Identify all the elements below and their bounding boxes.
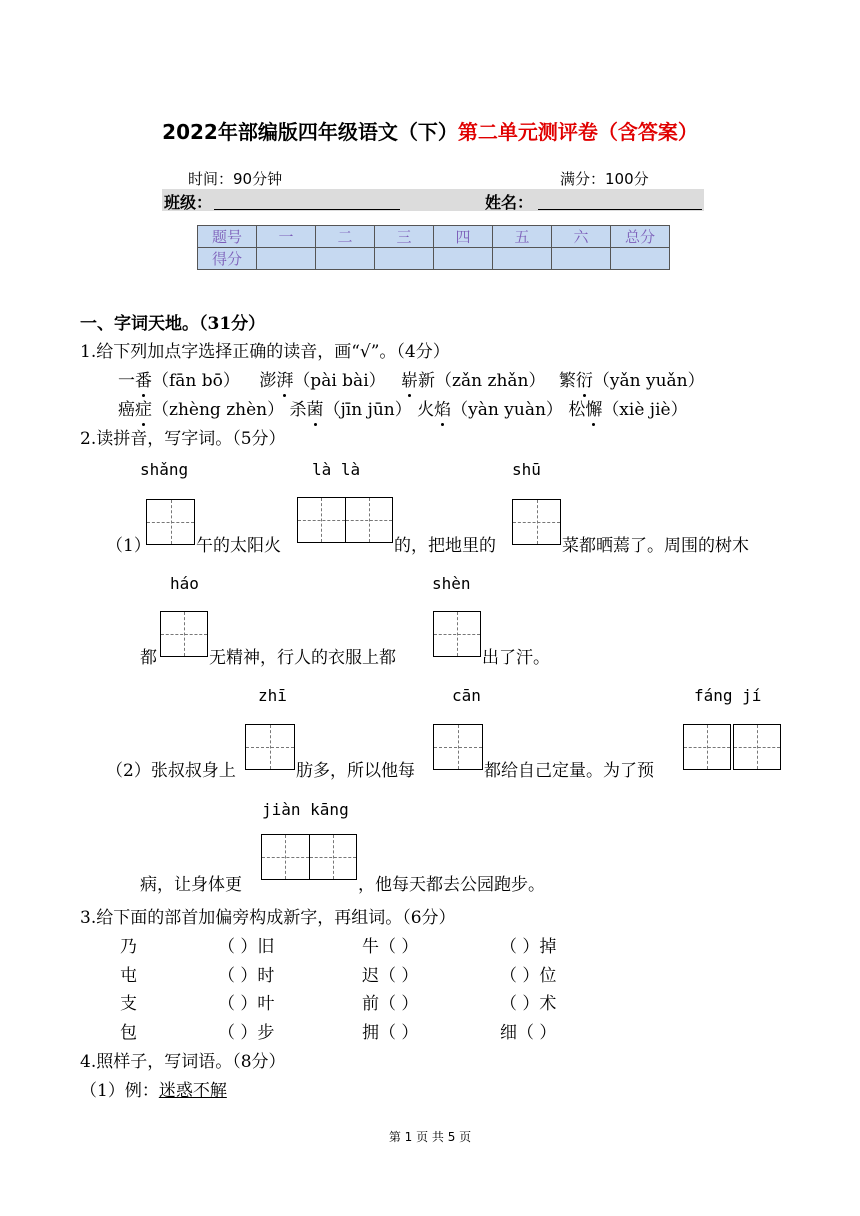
answer-box[interactable]: [245, 724, 295, 770]
title-highlight: 第二单元测评卷（含答案）: [457, 120, 698, 144]
score-cell[interactable]: [552, 248, 611, 270]
score-header-cell: 总分: [611, 226, 670, 248]
pinyin-label: shū: [512, 460, 541, 479]
score-table-header-row: [198, 226, 670, 248]
answer-box[interactable]: [733, 724, 781, 770]
q3-blank[interactable]: （ ）位: [500, 966, 557, 986]
q1-item-pre: 癌: [118, 400, 135, 420]
score-header-cell: 一: [257, 226, 316, 248]
score-cell[interactable]: [434, 248, 493, 270]
question-2-text: 2.读拼音，写字词。（5分）: [80, 429, 286, 449]
score-table: [197, 225, 670, 270]
sentence-text: 无精神，行人的衣服上都: [209, 648, 396, 668]
q1-dotted-char: 湃: [276, 371, 294, 391]
sentence-text: 的，把地里的: [394, 536, 496, 556]
answer-box[interactable]: [683, 724, 731, 770]
q1-item-pre: 一: [118, 371, 135, 391]
sentence-text: 菜都晒蔫了。周围的树木: [562, 536, 749, 556]
q3-blank[interactable]: （ ）术: [500, 994, 557, 1014]
sentence-text: ，他每天都去公园跑步。: [358, 875, 545, 895]
q1-options[interactable]: 新（zǎn zhǎn）: [418, 371, 546, 391]
q2-part2-prefix: （2）张叔叔身上: [106, 761, 236, 781]
q3-blank[interactable]: 牛（ ）: [362, 937, 419, 957]
q1-options[interactable]: （yàn yuàn）: [451, 400, 563, 420]
class-field[interactable]: [214, 191, 400, 210]
q1-item: [118, 371, 240, 391]
name-label: 姓名：: [485, 193, 534, 212]
q1-options[interactable]: （jīn jūn）: [323, 400, 412, 420]
q1-item-pre: 火: [417, 400, 435, 420]
q1-item-pre: 繁: [558, 371, 576, 391]
score-cell[interactable]: [493, 248, 552, 270]
pinyin-label: zhī: [258, 686, 287, 705]
q1-item: [568, 400, 687, 420]
q4-example-line: [80, 1076, 227, 1101]
q1-item: [118, 400, 284, 420]
question-4-text: 4.照样子，写词语。（8分）: [80, 1052, 286, 1072]
q1-row-2: [118, 395, 688, 420]
title-main: 2022年部编版四年级语文（下）: [162, 120, 458, 144]
page-title: [0, 116, 860, 145]
answer-box[interactable]: [146, 499, 195, 545]
answer-box[interactable]: [160, 611, 208, 657]
q1-options[interactable]: （yǎn yuǎn）: [592, 371, 705, 391]
pinyin-label: cān: [452, 686, 481, 705]
score-header-cell: 三: [375, 226, 434, 248]
score-cell[interactable]: [375, 248, 434, 270]
q1-item-pre: 杀: [289, 400, 307, 420]
q1-options[interactable]: （xiè jiè）: [602, 400, 688, 420]
sentence-text: 都: [140, 648, 157, 668]
exam-time: 时间：90分钟: [188, 170, 283, 188]
pinyin-label: jiàn kāng: [262, 800, 349, 819]
q3-radical: 屯: [120, 966, 137, 986]
exam-full-score: 满分：100分: [560, 170, 649, 188]
q3-blank[interactable]: 迟（ ）: [362, 966, 419, 986]
q1-options[interactable]: （pài bài）: [293, 371, 386, 391]
question-3-text: 3.给下面的部首加偏旁构成新字，再组词。（6分）: [80, 908, 456, 928]
q1-dotted-char: 衍: [575, 371, 593, 391]
sentence-text: 都给自己定量。为了预: [484, 761, 654, 781]
q3-blank[interactable]: （ ）叶: [218, 994, 275, 1014]
q3-radical: 乃: [120, 937, 137, 957]
class-label: 班级：: [164, 193, 213, 212]
sentence-text: 午的太阳火: [196, 536, 281, 556]
q3-blank[interactable]: 前（ ）: [362, 994, 419, 1014]
answer-box[interactable]: [261, 834, 357, 880]
q1-item: [417, 400, 563, 420]
name-field[interactable]: [538, 191, 702, 210]
q1-dotted-char: 番: [135, 371, 152, 391]
q1-dotted-char: 症: [135, 400, 152, 420]
page-footer: 第 1 页 共 5 页: [388, 1130, 472, 1144]
q3-blank[interactable]: （ ）步: [218, 1023, 275, 1043]
sentence-text: 病，让身体更: [140, 875, 242, 895]
score-cell[interactable]: [316, 248, 375, 270]
q3-blank[interactable]: （ ）旧: [218, 937, 275, 957]
q3-blank[interactable]: 细（ ）: [500, 1023, 557, 1043]
q3-blank[interactable]: （ ）掉: [500, 937, 557, 957]
pinyin-label: fáng jí: [694, 686, 762, 705]
q3-radical: 支: [120, 994, 137, 1014]
pinyin-label: shèn: [432, 574, 471, 593]
q1-dotted-char: 崭: [401, 371, 419, 391]
score-header-cell: 六: [552, 226, 611, 248]
sentence-text: 出了汗。: [482, 648, 550, 668]
student-info-bar: [162, 189, 704, 211]
answer-box[interactable]: [512, 499, 561, 545]
score-header-cell: 五: [493, 226, 552, 248]
q1-item: [259, 371, 385, 391]
q1-item: [290, 400, 412, 420]
pinyin-label: háo: [170, 574, 199, 593]
q1-dotted-char: 懈: [585, 400, 603, 420]
section-heading: 一、字词天地。（31分）: [80, 314, 266, 334]
sentence-text: 肪多，所以他每: [296, 761, 415, 781]
q1-item-pre: 澎: [259, 371, 277, 391]
score-cell[interactable]: [257, 248, 316, 270]
q1-row-1: [118, 366, 705, 391]
question-1-text: 1.给下列加点字选择正确的读音，画“√”。（4分）: [80, 342, 450, 362]
q4-example-label: （1）例：: [80, 1081, 159, 1101]
q1-item: [559, 371, 705, 391]
q1-dotted-char: 焰: [434, 400, 452, 420]
q1-options[interactable]: （zhèng zhèn）: [152, 400, 285, 420]
score-header-cell: 四: [434, 226, 493, 248]
q3-blank[interactable]: 拥（ ）: [362, 1023, 419, 1043]
q1-item: [401, 371, 545, 391]
score-table-score-row: [198, 248, 670, 270]
pinyin-label: là là: [312, 460, 361, 479]
score-cell[interactable]: [611, 248, 670, 270]
q4-example-word: 迷惑不解: [158, 1081, 227, 1101]
answer-box[interactable]: [433, 724, 483, 770]
q1-item-pre: 松: [568, 400, 586, 420]
answer-box[interactable]: [297, 497, 393, 543]
score-header-cell: 题号: [198, 226, 257, 248]
pinyin-label: shǎng: [140, 460, 189, 479]
q2-part1-prefix: （1）: [106, 536, 151, 556]
answer-box[interactable]: [433, 611, 481, 657]
score-header-cell: 二: [316, 226, 375, 248]
q3-blank[interactable]: （ ）时: [218, 966, 275, 986]
q1-options[interactable]: （fān bō）: [152, 371, 240, 391]
score-row-label: 得分: [198, 248, 257, 270]
q1-dotted-char: 菌: [306, 400, 324, 420]
q3-radical: 包: [120, 1023, 137, 1043]
